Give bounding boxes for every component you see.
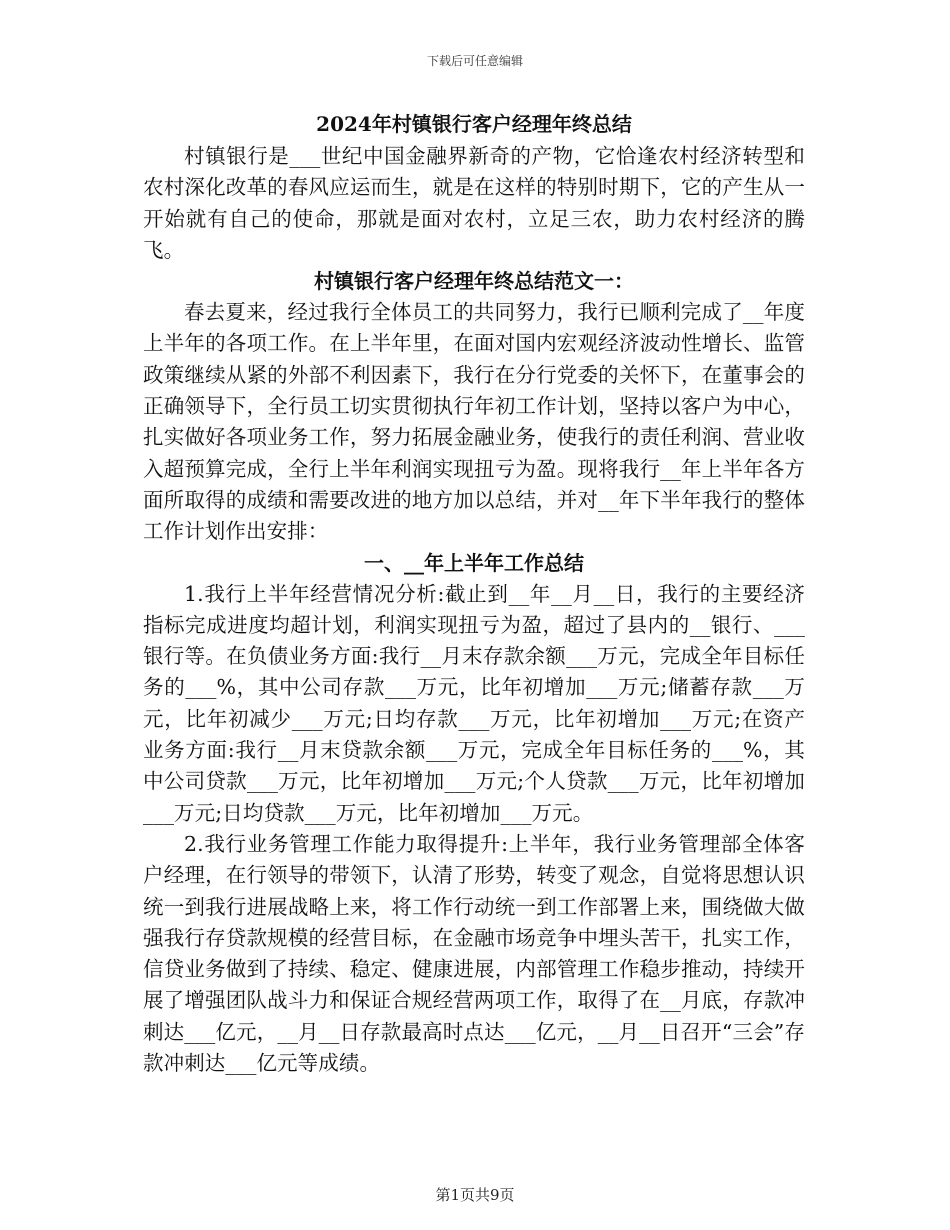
point-2-paragraph: 2.我行业务管理工作能力取得提升:上半年，我行业务管理部全体客户经理，在行领导的带领下，认清了形势，转变了观念，自觉将思想认识统一到我行进展战略上来，将工作行动统一到工作部署上来，围绕做大做强我行存贷款规模的经营目标，在金融市场竞争中埋头苦干，扎实工作，信贷业务做到了持续、稳定、健康进展，内部管理工作稳步推动，持续开展了增强团队战斗力和保证合规经营两项工作，取得了在__月底，存款冲刺达___亿元，__月__日存款最高时点达___亿元，__月__日召开“三会”存款冲刺达___亿元等成绩。 [143, 831, 805, 1076]
opening-paragraph: 春去夏来，经过我行全体员工的共同努力，我行已顺利完成了__年度上半年的各项工作。在上半年里，在面对国内宏观经济波动性增长、监管政策继续从紧的外部不利因素下，我行在分行党委的关怀下，在董事会的正确领导下，全行员工切实贯彻执行年初工作计划，坚持以客户为中心，扎实做好各项业务工作，努力拓展金融业务，使我行的责任利润、营业收入超预算完成，全行上半年利润实现扭亏为盈。现将我行__年上半年各方面所取得的成绩和需要改进的地方加以总结，并对__年下半年我行的整体工作计划作出安排： [143, 300, 805, 544]
page-number: 第1页共9页 [435, 1186, 515, 1204]
document-body [143, 107, 805, 1079]
sample-heading: 村镇银行客户经理年终总结范文一： [314, 269, 634, 294]
section-1-heading: 一、__年上半年工作总结 [364, 550, 584, 575]
point-1-paragraph: 1.我行上半年经营情况分析:截止到__年__月__日，我行的主要经济指标完成进度均超计划，利润实现扭亏为盈，超过了县内的__银行、___银行等。在负债业务方面:我行__月末存款余额___万元，完成全年目标任务的___%，其中公司存款___万元，比年初增加___万元;储蓄存款___万元，比年初减少___万元;日均存款___万元，比年初增加___万元;在资产业务方面:我行__月末贷款余额___万元，完成全年目标任务的___%，其中公司贷款___万元，比年初增加___万元;个人贷款___万元，比年初增加___万元;日均贷款___万元，比年初增加___万元。 [143, 581, 805, 825]
page-header-note: 下载后可任意编辑 [426, 54, 523, 68]
document-title: 2024年村镇银行客户经理年终总结 [316, 112, 632, 136]
intro-paragraph: 村镇银行是___世纪中国金融界新奇的产物，它恰逢农村经济转型和农村深化改革的春风应运而生，就是在这样的特别时期下，它的产生从一开始就有自己的使命，那就是面对农村，立足三农，助力农村经济的腾飞。 [143, 144, 805, 262]
